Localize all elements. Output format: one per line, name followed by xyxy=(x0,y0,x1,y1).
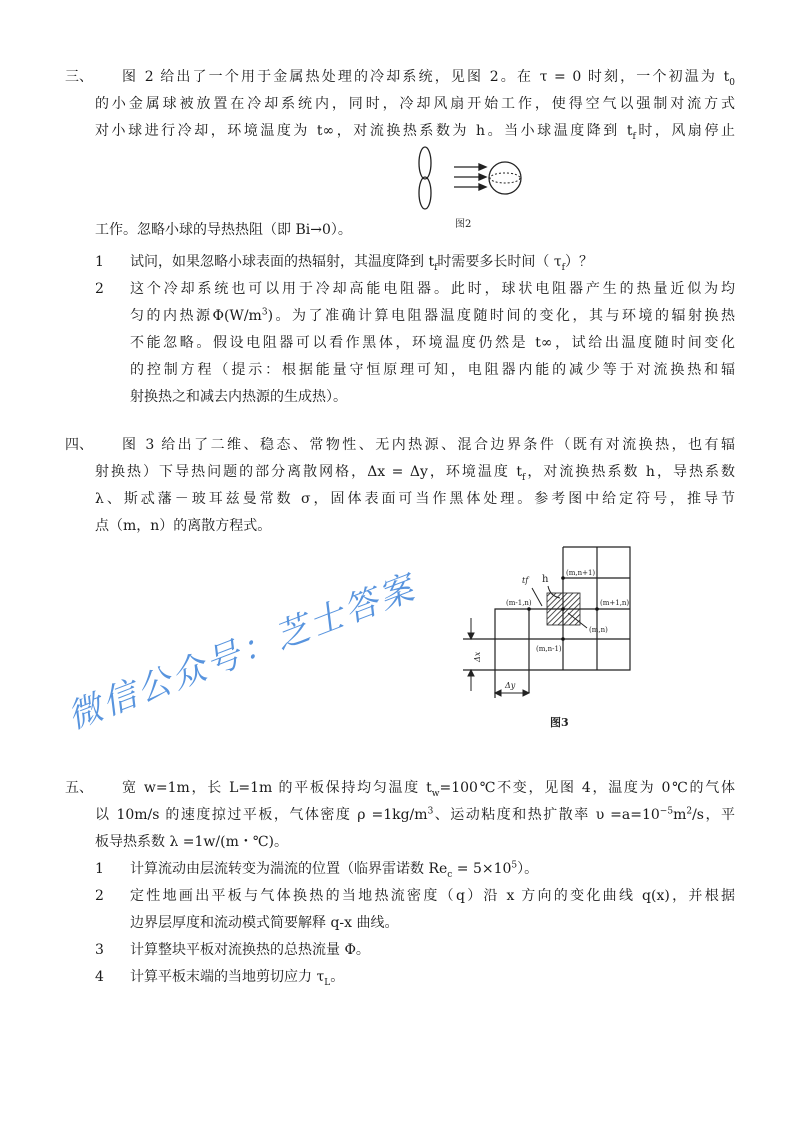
text-segment: 点（m，n）的离散方程式。 xyxy=(95,518,272,534)
text-segment: 、运动粘度和热扩散率 υ =a=10 xyxy=(433,807,660,823)
item-line xyxy=(130,333,735,353)
label-node-bottom: (m,n-1) xyxy=(536,645,562,653)
text-segment: ）。 xyxy=(517,861,539,877)
fan-blade-bottom xyxy=(419,177,431,209)
ball-equator xyxy=(490,173,520,183)
section-4-label: 四、 xyxy=(65,437,93,453)
text-segment: 宽 w=1m，长 L=1m 的平板保持均匀温度 t xyxy=(122,780,432,796)
text-segment: ，对流换热系数 h，导热系数 xyxy=(525,464,735,480)
subscript: 0 xyxy=(729,77,735,87)
section-5-line xyxy=(122,778,735,798)
text-segment: 时，风扇停止 xyxy=(635,123,735,139)
section-3-line xyxy=(95,94,735,114)
subscript: f xyxy=(561,262,565,273)
text-segment: 不能忽略。假设电阻器可以看作黑体，环境温度仍然是 t∞，试给出温度随时间变化 xyxy=(130,335,735,351)
text-segment: 射换热之和减去内热源的生成热）。 xyxy=(130,389,347,405)
superscript: 5 xyxy=(511,860,518,871)
text-segment: )。为了准确计算电阻器温度随时间的变化，其与环境的辐射换热 xyxy=(267,308,735,324)
label-dx: Δx xyxy=(473,651,482,662)
item-number: 2 xyxy=(95,888,104,904)
section-3-label: 三、 xyxy=(65,69,93,85)
text-segment: 匀的内热源Φ(W/m xyxy=(130,308,262,324)
subscript: w xyxy=(431,788,440,798)
grid-lines xyxy=(463,547,630,698)
subscript: f xyxy=(522,472,526,482)
text-segment: 射换热）下导热问题的部分离散网格，Δx = Δy，环境温度 t xyxy=(95,464,523,480)
item-line xyxy=(130,360,735,380)
section-4-line xyxy=(95,489,735,509)
text-segment: 工作。忽略小球的导热热阻（即 Bi→0）。 xyxy=(95,222,352,238)
subscript: c xyxy=(447,869,453,880)
airflow-arrows xyxy=(454,164,486,190)
text-segment: ）？ xyxy=(564,254,593,270)
text-segment: 图 2 给出了一个用于金属热处理的冷却系统，见图 2。在 τ = 0 时刻，一个初温为 t xyxy=(122,69,730,85)
subscript: f xyxy=(434,262,438,273)
superscript: 3 xyxy=(261,307,268,318)
figure-2-cooling-system xyxy=(410,145,530,235)
text-segment: 定性地画出平板与气体换热的当地热流密度（q）沿 x 方向的变化曲线 q(x)，并根据 xyxy=(130,888,735,904)
superscript: 3 xyxy=(427,806,434,817)
item-number: 1 xyxy=(95,254,104,270)
text-segment: 的小金属球被放置在冷却系统内，同时，冷却风扇开始工作，使得空气以强制对流方式 xyxy=(95,96,735,112)
metal-ball xyxy=(489,162,521,194)
text-segment: /s，平 xyxy=(692,807,735,823)
item-line xyxy=(130,387,347,407)
text-segment: λ、斯忒藩－玻耳兹曼常数 σ，固体表面可当作黑体处理。参考图中给定符号，推导节 xyxy=(95,491,735,507)
item-line xyxy=(130,913,399,933)
watermark: 微信公众号：芝士答案 xyxy=(62,567,422,738)
item-line xyxy=(130,859,538,879)
superscript: 2 xyxy=(686,806,693,817)
section-5-line xyxy=(95,832,288,852)
superscript: −5 xyxy=(659,806,674,817)
text-segment: 对小球进行冷却，环境温度为 t∞，对流换热系数为 h。当小球温度降到 t xyxy=(95,123,633,139)
section-4-line xyxy=(95,462,735,482)
text-segment: 。 xyxy=(330,969,345,985)
text-segment: = 5×10 xyxy=(452,861,512,877)
label-node-right: (m+1,n) xyxy=(600,599,630,607)
text-segment: m xyxy=(673,807,687,823)
item-line xyxy=(130,306,735,326)
text-segment: =100℃不变，见图 4，温度为 0℃的气体 xyxy=(439,780,735,796)
fan-blade-top xyxy=(419,147,431,179)
item-number: 4 xyxy=(95,969,104,985)
label-node-top: (m,n+1) xyxy=(566,569,596,577)
text-segment: 以 10m/s 的速度掠过平板，气体密度 ρ =1kg/m xyxy=(95,807,428,823)
text-segment: 计算流动由层流转变为湍流的位置（临界雷诺数 Re xyxy=(130,861,448,877)
label-h: h xyxy=(542,574,549,585)
text-segment: 计算整块平板对流换热的总热流量 Φ。 xyxy=(130,942,370,958)
text-segment: 这个冷却系统也可以用于冷却高能电阻器。此时，球状电阻器产生的热量近似为均 xyxy=(130,281,735,297)
label-dy: Δy xyxy=(505,681,516,690)
section-3-line xyxy=(95,121,735,141)
section-3-line xyxy=(95,220,352,240)
item-number: 3 xyxy=(95,942,104,958)
label-tf: tf xyxy=(522,576,529,585)
item-line xyxy=(130,279,735,299)
text-segment: 时需要多长时间（ τ xyxy=(437,254,562,270)
label-node-left: (m-1,n) xyxy=(506,599,532,607)
section-4-line xyxy=(95,516,271,536)
item-number: 2 xyxy=(95,281,104,297)
text-segment: 边界层厚度和流动模式简要解释 q-x 曲线。 xyxy=(130,915,399,931)
text-segment: 板导热系数 λ =1w/(m・℃)。 xyxy=(95,834,288,850)
item-number: 1 xyxy=(95,861,104,877)
section-5-label: 五、 xyxy=(65,780,93,796)
section-3-line xyxy=(122,67,735,87)
text-segment: 的控制方程（提示：根据能量守恒原理可知，电阻器内能的减少等于对流换热和辐 xyxy=(130,362,735,378)
label-node-center: (m,n) xyxy=(589,626,608,634)
text-segment: 图 3 给出了二维、稳态、常物性、无内热源、混合边界条件（既有对流换热，也有辐 xyxy=(122,437,735,453)
figure-3-caption: 图3 xyxy=(550,716,569,729)
subscript: f xyxy=(632,131,636,141)
item-line xyxy=(130,940,370,960)
item-line xyxy=(130,967,344,987)
text-segment: 计算平板末端的当地剪切应力 τ xyxy=(130,969,325,985)
text-segment: 试问，如果忽略小球表面的热辐射，其温度降到 t xyxy=(130,254,435,270)
item-line xyxy=(130,252,593,272)
section-4-line xyxy=(122,435,735,455)
subscript: L xyxy=(324,977,331,988)
figure-2-caption: 图2 xyxy=(455,219,472,230)
item-line xyxy=(130,886,735,906)
figure-3-grid xyxy=(450,540,650,740)
section-5-line xyxy=(95,805,735,825)
